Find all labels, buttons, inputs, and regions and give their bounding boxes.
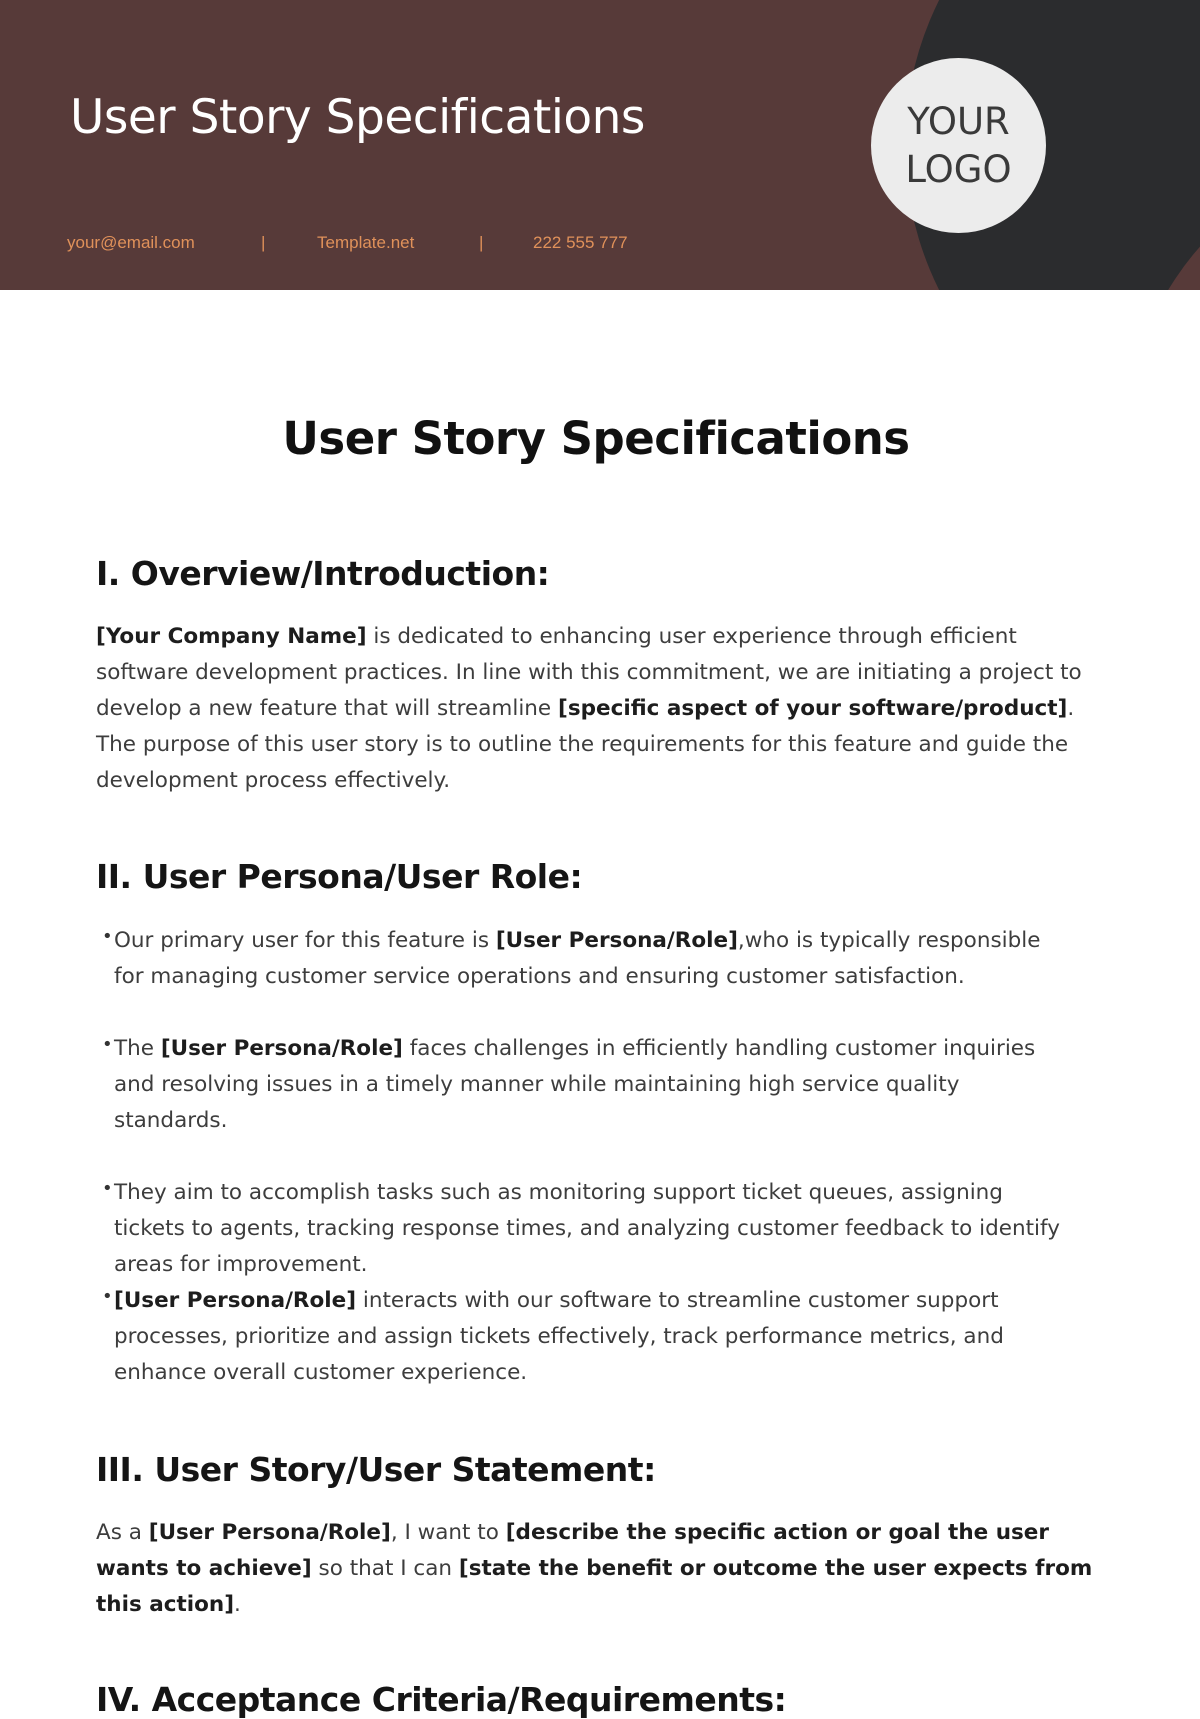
contact-separator: | <box>479 233 484 252</box>
placeholder-text: [User Persona/Role] <box>495 928 738 953</box>
list-item <box>96 1031 1096 1139</box>
bullet-dot: • <box>102 1034 113 1055</box>
placeholder-text: [Your Company Name] <box>96 624 367 649</box>
placeholder-text: [User Persona/Role] <box>114 1288 357 1313</box>
list-item-text: Our primary user for this feature is [User Persona/Role],who is typically responsible for managing customer service operations and ensuring customer satisfaction. <box>114 928 1041 989</box>
list-item <box>96 1283 1096 1391</box>
contact-email: your@email.com <box>67 233 195 252</box>
placeholder-text: [specific aspect of your software/product] <box>558 696 1068 721</box>
header-title: User Story Specifications <box>70 90 645 145</box>
contact-phone: 222 555 777 <box>533 233 628 252</box>
section-heading-user-persona: II. User Persona/User Role: <box>96 857 583 896</box>
logo-placeholder <box>871 58 1046 233</box>
bullet-dot: • <box>102 926 113 947</box>
bullet-dot: • <box>102 1178 113 1199</box>
list-item-text: The [User Persona/Role] faces challenges in efficiently handling customer inquiries and resolving issues in a timely manner while maintaining high service quality standards. <box>114 1036 1036 1133</box>
page-title: User Story Specifications <box>282 412 910 465</box>
list-item <box>96 1175 1096 1283</box>
placeholder-text: [User Persona/Role] <box>160 1036 403 1061</box>
list-item-text: [User Persona/Role] interacts with our software to streamline customer support processes, prioritize and assign tickets effectively, track performance metrics, and enhance overall customer experience. <box>114 1288 1004 1385</box>
placeholder-text: [describe the specific action or goal the user wants to achieve] <box>96 1520 1049 1581</box>
section-heading-overview: I. Overview/Introduction: <box>96 554 550 593</box>
bullet-dot: • <box>102 1286 113 1307</box>
contact-website: Template.net <box>317 233 415 252</box>
user-story-paragraph: As a [User Persona/Role], I want to [describe the specific action or goal the user wants to achieve] so that I can [state the benefit or outcome the user expects from this action]. <box>96 1520 1093 1617</box>
placeholder-text: [state the benefit or outcome the user expects from this action] <box>96 1556 1093 1617</box>
document-header <box>0 0 1200 290</box>
section-heading-user-story: III. User Story/User Statement: <box>96 1450 656 1489</box>
placeholder-text: [User Persona/Role] <box>148 1520 391 1545</box>
overview-paragraph: [Your Company Name] is dedicated to enhancing user experience through efficient software development practices. In line with this commitment, we are initiating a project to develop a new feature that will streamline [specific aspect of your software/product]. The purpose of this user story is to outline the requirements for this feature and guide the development process effectively. <box>96 624 1082 793</box>
section-heading-acceptance-criteria: IV. Acceptance Criteria/Requirements: <box>96 1680 787 1719</box>
list-item-text: They aim to accomplish tasks such as monitoring support ticket queues, assigning tickets to agents, tracking response times, and analyzing customer feedback to identify areas for improvement. <box>114 1180 1060 1277</box>
contact-separator: | <box>261 233 266 252</box>
list-item <box>96 923 1096 995</box>
logo-text: YOUR LOGO <box>905 99 1012 191</box>
